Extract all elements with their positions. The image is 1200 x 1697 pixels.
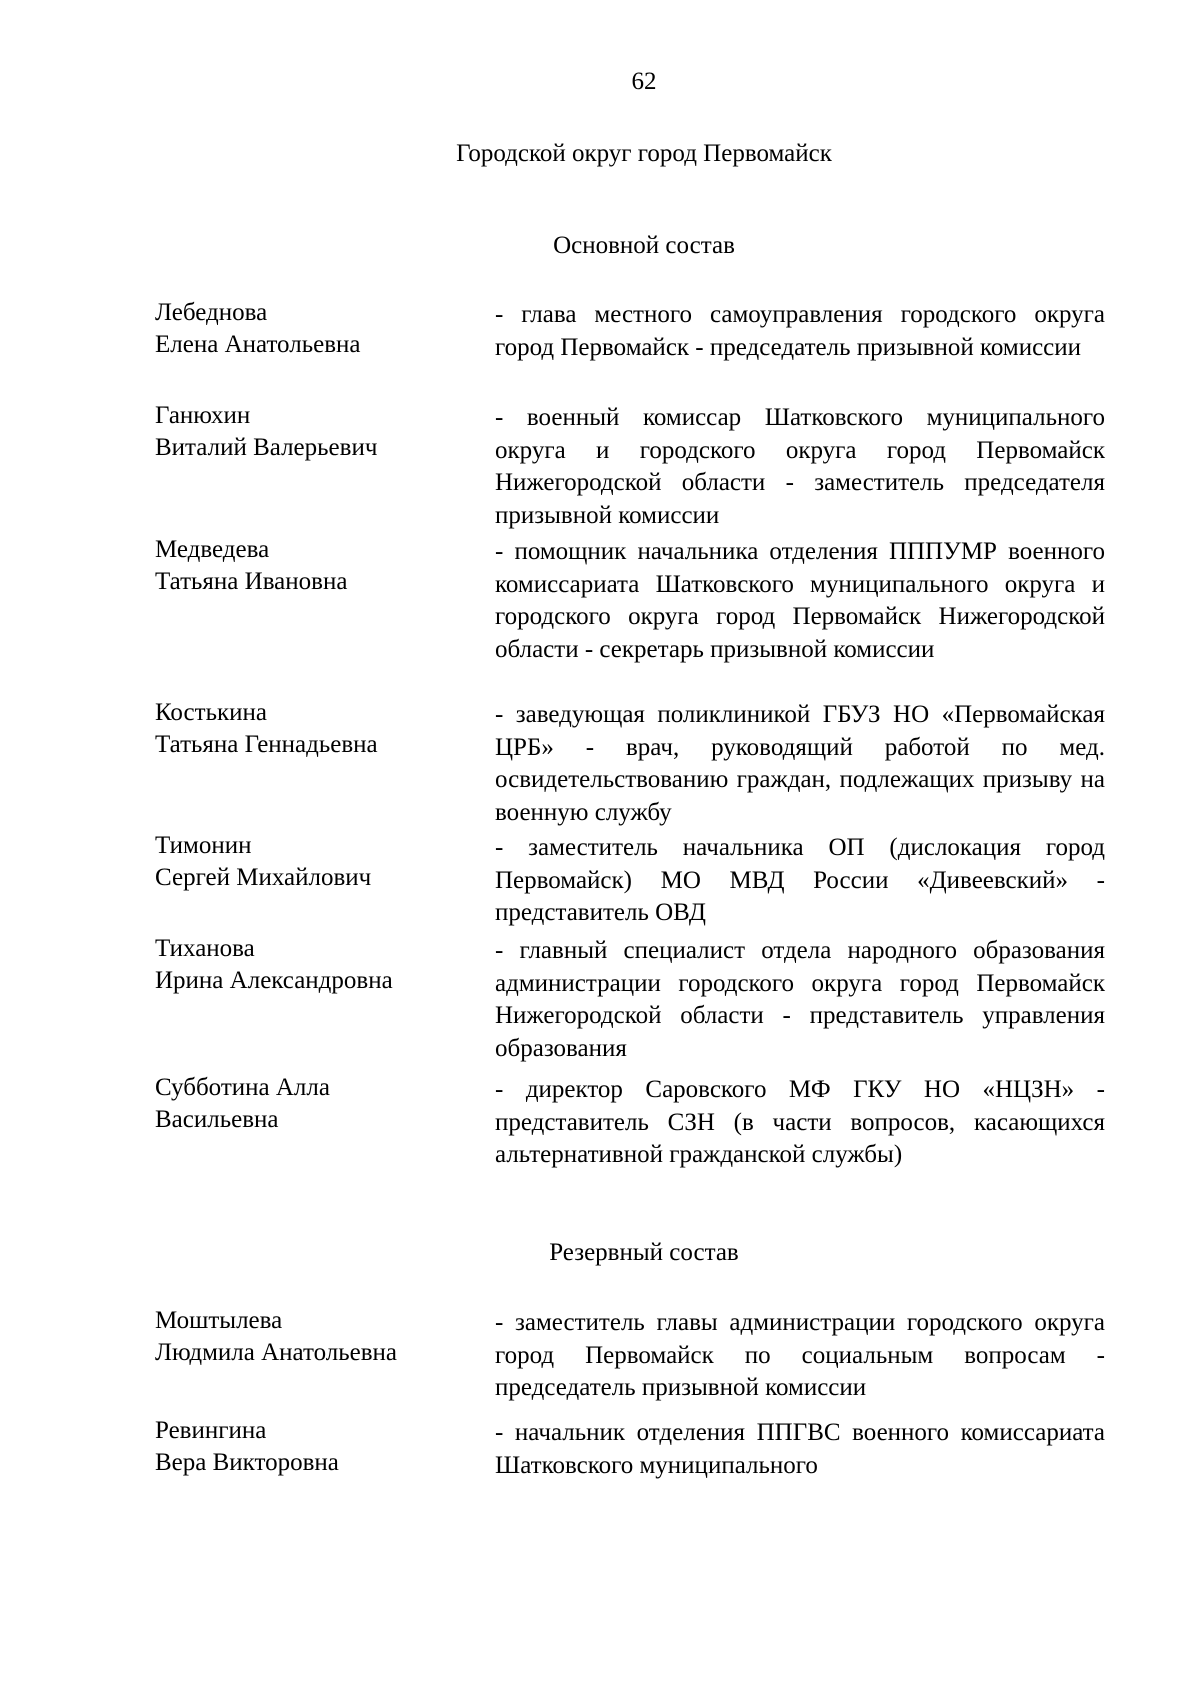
member-surname: Тимонин	[155, 832, 252, 859]
member-given-name: Сергей Михайлович	[155, 864, 372, 891]
member-role: - начальник отделения ППГВС военного комиссариата Шатковского муниципального	[495, 1419, 1105, 1479]
member-role: - заместитель главы администрации городского округа город Первомайск по социальным вопросам - председатель призывной комиссии	[495, 1309, 1105, 1401]
reserve-section-title: Резервный состав	[549, 1239, 739, 1266]
main-section-title: Основной состав	[553, 232, 735, 259]
member-row	[155, 1305, 1105, 1405]
member-surname: Костькина	[155, 699, 267, 726]
member-given-name: Татьяна Геннадьевна	[155, 731, 378, 758]
member-row	[155, 297, 1105, 364]
member-name	[155, 534, 495, 598]
district-title: Городской округ город Первомайск	[456, 140, 832, 167]
member-name	[155, 697, 495, 761]
member-role: - главный специалист отдела народного образования администрации городского округа город Первомайск Нижегородской области - представитель управления образования	[495, 937, 1105, 1062]
member-name	[155, 933, 495, 997]
member-role: - глава местного самоуправления городского округа город Первомайск - председатель призывной комиссии	[495, 301, 1105, 361]
member-role: - директор Саровского МФ ГКУ НО «НЦЗН» - представитель СЗН (в части вопросов, касающихся альтернативной гражданской службы)	[495, 1076, 1105, 1168]
member-surname: Ганюхин	[155, 402, 251, 429]
member-name	[155, 1415, 495, 1479]
member-name	[155, 400, 495, 464]
member-row	[155, 400, 1105, 532]
member-given-name: Ирина Александровна	[155, 967, 393, 994]
member-row	[155, 1072, 1105, 1172]
member-given-name: Васильевна	[155, 1106, 279, 1133]
page-number: 62	[631, 68, 657, 95]
member-name	[155, 297, 495, 361]
member-surname: Медведева	[155, 536, 270, 563]
member-row	[155, 697, 1105, 829]
member-row	[155, 933, 1105, 1065]
member-given-name: Елена Анатольевна	[155, 331, 361, 358]
member-role: - заведующая поликлиникой ГБУЗ НО «Первомайская ЦРБ» - врач, руководящий работой по мед. освидетельствованию граждан, подлежащих призыву на военную службу	[495, 701, 1105, 826]
member-role: - военный комиссар Шатковского муниципального округа и городского округа город Первомайск Нижегородской области - заместитель председателя призывной комиссии	[495, 404, 1105, 529]
member-name	[155, 1072, 495, 1136]
member-given-name: Виталий Валерьевич	[155, 434, 378, 461]
member-surname: Субботина Алла	[155, 1074, 330, 1101]
member-name	[155, 1305, 495, 1369]
member-row	[155, 1415, 1105, 1482]
member-given-name: Вера Викторовна	[155, 1449, 339, 1476]
member-role: - заместитель начальника ОП (дислокация город Первомайск) МО МВД России «Дивеевский» - представитель ОВД	[495, 834, 1105, 926]
member-row	[155, 830, 1105, 930]
member-given-name: Татьяна Ивановна	[155, 568, 348, 595]
member-surname: Лебеднова	[155, 299, 268, 326]
member-surname: Моштылева	[155, 1307, 283, 1334]
member-row	[155, 534, 1105, 666]
member-surname: Ревингина	[155, 1417, 267, 1444]
member-surname: Тиханова	[155, 935, 255, 962]
member-role: - помощник начальника отделения ПППУМР военного комиссариата Шатковского муниципального округа и городского округа город Первомайск Нижегородской области - секретарь призывной комиссии	[495, 538, 1105, 663]
member-given-name: Людмила Анатольевна	[155, 1339, 398, 1366]
member-name	[155, 830, 495, 894]
